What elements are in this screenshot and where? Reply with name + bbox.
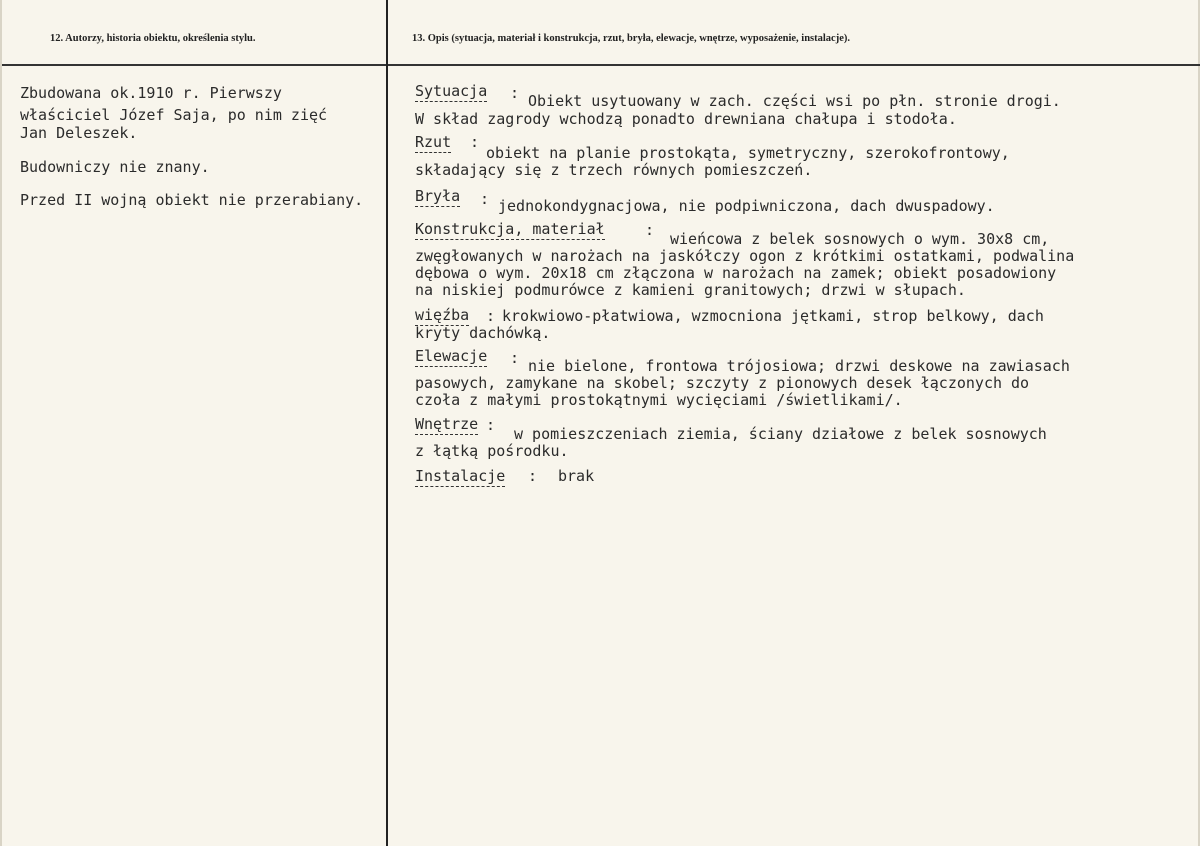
elewacje-line-1: nie bielone, frontowa trójosiowa; drzwi deskowe na zawiasach: [528, 357, 1070, 375]
label-konstrukcja: Konstrukcja, materiał: [415, 220, 605, 238]
colon: :: [470, 133, 480, 151]
wnetrze-line-1: w pomieszczeniach ziemia, ściany działowe z belek sosnowych: [514, 425, 1047, 443]
rzut-line-1: obiekt na planie prostokąta, symetryczny, szerokofrontowy,: [486, 144, 1010, 162]
label-wnetrze: Wnętrze: [415, 415, 479, 433]
colon: :: [486, 416, 496, 434]
colon: :: [510, 84, 520, 102]
colon: :: [645, 221, 655, 239]
wiezba-line-1: krokwiowo-płatwiowa, wzmocniona jętkami, strop belkowy, dach: [502, 307, 1044, 325]
sytuacja-line-1: Obiekt usytuowany w zach. części wsi po płn. stronie drogi.: [528, 92, 1061, 110]
label-sytuacja: Sytuacja: [415, 82, 488, 100]
colon: :: [480, 190, 490, 208]
label-elewacje: Elewacje: [415, 347, 488, 365]
right-column-header: 13. Opis (sytuacja, materiał i konstrukcja, rzut, bryła, elewacje, wnętrze, wyposażenie, instalacje).: [412, 33, 851, 44]
left-column-header: 12. Autorzy, historia obiektu, określenia stylu.: [50, 33, 256, 44]
label-bryla: Bryła: [415, 187, 461, 205]
konstrukcja-line-3: dębowa o wym. 20x18 cm złączona w narożach na zamek; obiekt posadowiony: [415, 264, 1057, 282]
instalacje-value: brak: [558, 467, 595, 485]
label-instalacje: Instalacje: [415, 467, 506, 485]
column-divider: [386, 0, 388, 846]
alterations-text: Przed II wojną obiekt nie przerabiany.: [20, 191, 364, 209]
history-line-1: Zbudowana ok.1910 r. Pierwszy: [20, 84, 282, 102]
sytuacja-line-2: W skład zagrody wchodzą ponadto drewniana chałupa i stodoła.: [415, 110, 957, 128]
header-divider: [2, 64, 1200, 66]
builder-text: Budowniczy nie znany.: [20, 158, 210, 176]
label-wiezba: więźba: [415, 306, 470, 324]
elewacje-line-2: pasowych, zamykane na skobel; szczyty z pionowych desek łączonych do: [415, 374, 1030, 392]
wnetrze-line-2: z łątką pośrodku.: [415, 442, 569, 460]
rzut-line-2: składający się z trzech równych pomieszczeń.: [415, 161, 813, 179]
colon: :: [510, 349, 520, 367]
elewacje-line-3: czoła z małymi prostokątnymi wycięciami /świetlikami/.: [415, 391, 903, 409]
colon: :: [486, 307, 496, 325]
history-line-3: Jan Deleszek.: [20, 124, 138, 142]
colon: :: [528, 467, 538, 485]
konstrukcja-line-1: wieńcowa z belek sosnowych o wym. 30x8 cm,: [670, 230, 1050, 248]
label-rzut: Rzut: [415, 133, 452, 151]
wiezba-line-2: kryty dachówką.: [415, 324, 551, 342]
konstrukcja-line-4: na niskiej podmurówce z kamieni granitowych; drzwi w słupach.: [415, 281, 966, 299]
history-line-2: właściciel Józef Saja, po nim zięć: [20, 106, 328, 124]
konstrukcja-line-2: zwęgłowanych w narożach na jaskółczy ogon z krótkimi ostatkami, podwalina: [415, 247, 1075, 265]
bryla-line-1: jednokondygnacjowa, nie podpiwniczona, dach dwuspadowy.: [498, 197, 995, 215]
